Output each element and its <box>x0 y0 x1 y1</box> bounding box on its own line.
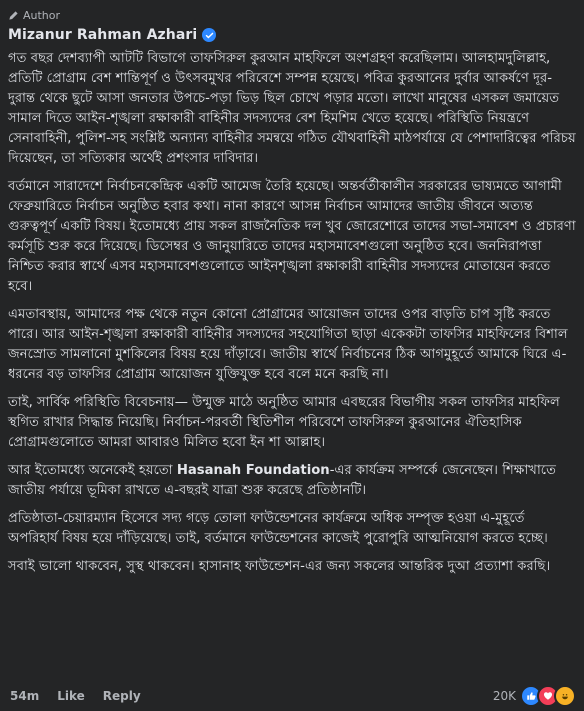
haha-reaction-icon <box>554 685 576 707</box>
paragraph-5-pre: আর ইতোমধ্যে অনেকেই হয়তো <box>8 463 177 478</box>
paragraph-7: সবাই ভালো থাকবেন, সুস্থ থাকবেন। হাসানাহ ফাউন্ডেশন-এর জন্য সকলের আন্তরিক দুআ প্রত্যাশা করছি। <box>8 559 551 574</box>
hasanah-foundation-mention: Hasanah Foundation <box>176 463 330 478</box>
author-name[interactable]: Mizanur Rahman Azhari <box>8 27 198 43</box>
reaction-count[interactable]: 20K <box>492 688 516 703</box>
reply-button[interactable]: Reply <box>102 688 141 703</box>
paragraph-5 <box>8 461 576 501</box>
comment-footer <box>0 680 584 711</box>
paragraph-2: বর্তমানে সারাদেশে নির্বাচনকেন্দ্রিক একটি আমেজ তৈরি হয়েছে। অন্তর্বর্তীকালীন সরকারের ভাষ্যমতে আগামী ফেব্রুয়ারিতে নির্বাচন অনুষ্ঠিত হবার কথা। নানা কারণে আসন্ন নির্বাচন আমাদের জাতীয় জীবনে অত্যন্ত গুরুত্বপূর্ণ একটি বিষয়। ইতোমধ্যে প্রায় সকল রাজনৈতিক দল খুব জোরেশোরে তাদের সভা-সমাবেশ ও প্রচারণা কর্মসূচি শুরু করে দিয়েছে। ডিসেম্বর ও জানুয়ারিতে তাদের মহাসমাবেশগুলো অনুষ্ঠিত হবে। জননিরাপত্তা নিশ্চিত করার স্বার্থে এসব মহাসমাবেশগুলোতে আইনশৃঙ্খলা রক্ষাকারী বাহিনীর সদস্যদের মোতায়েন করতে হবে। <box>8 179 576 294</box>
author-row <box>8 25 576 45</box>
author-badge <box>8 8 576 22</box>
like-button[interactable]: Like <box>57 688 85 703</box>
reaction-icons[interactable] <box>520 685 576 707</box>
timestamp[interactable]: 54m <box>10 688 40 703</box>
pen-icon <box>8 10 19 21</box>
paragraph-5-post: -এর কার্যক্রম সম্পর্কে জেনেছেন। শিক্ষাখাতে জাতীয় পর্যায়ে ভূমিকা রাখতে এ-বছরই যাত্রা শুরু করেছে প্রতিষ্ঠানটি। <box>8 463 556 498</box>
paragraph-4: তাই, সার্বিক পরিস্থিতি বিবেচনায়— উন্মুক্ত মাঠে অনুষ্ঠিত আমার এবছরের বিভাগীয় সকল তাফসির মাহফিল স্থগিত রাখার সিদ্ধান্ত নিয়েছি। নির্বাচন-পরবর্তী স্থিতিশীল পরিবেশে তাফসিরুল কুরআনের ঐতিহাসিক প্রোগ্রামগুলোতে আমরা আবারও মিলিত হবো ইন শা আল্লাহ। <box>8 395 560 450</box>
paragraph-6: প্রতিষ্ঠাতা-চেয়ারম্যান হিসেবে সদ্য গড়ে তোলা ফাউন্ডেশনের কার্যক্রমে অধিক সম্পৃক্ত হওয়া এ-মুহূর্তে অপরিহার্য বিষয় হয়ে দাঁড়িয়েছে। তাই, বর্তমানে ফাউন্ডেশনের কাজেই পুরোপুরি আত্মনিয়োগ করতে হচ্ছে। <box>8 511 548 546</box>
comment-body <box>8 49 576 577</box>
paragraph-1: গত বছর দেশব্যাপী আটটি বিভাগে তাফসিরুল কুরআন মাহফিলে অংশগ্রহণ করেছিলাম। আলহামদুলিল্লাহ, প্রতিটি প্রোগ্রাম বেশ শান্তিপূর্ণ ও উৎসবমুখর পরিবেশে সম্পন্ন হয়েছে। পবিত্র কুরআনের দুর্বার আকর্ষণে দূর-দুরান্ত থেকে ছুটে আসা জনতার উপচে-পড়া ভিড় ছিল চোখে পড়ার মতো। লাখো মানুষের এসকল জমায়েত সামাল দিতে আইন-শৃঙ্খলা রক্ষাকারী বাহিনীর সদস্যদের বেশ হিমশিম খেতে হয়েছে। পরিস্থিতি নিয়ন্ত্রণে সেনাবাহিনী, পুলিশ-সহ সংশ্লিষ্ট অন্যান্য বাহিনীর সমন্বয়ে গঠিত যৌথবাহিনী মাঠপর্যায়ে যে পেশাদারিত্বের পরিচয় দিয়েছেন, তা সত্যিকার অর্থেই প্রশংসার দাবিদার। <box>8 51 576 166</box>
author-badge-label: Author <box>23 8 61 22</box>
verified-badge-icon <box>202 28 216 42</box>
paragraph-3: এমতাবস্থায়, আমাদের পক্ষ থেকে নতুন কোনো প্রোগ্রামের আয়োজন তাদের ওপর বাড়তি চাপ সৃষ্টি করতে পারে। আর আইন-শৃঙ্খলা রক্ষাকারী বাহিনীর সদস্যদের সহযোগিতা ছাড়া একেকটা তাফসির মাহফিলের বিশাল জনস্রোত সামলানো মুশকিলের বিষয় হয়ে দাঁড়াবে। জাতীয় স্বার্থে নির্বাচনের ঠিক আগমুহূর্তে আমাকে ঘিরে এ-ধরনের বড় তাফসির প্রোগ্রাম আয়োজন যুক্তিযুক্ত হবে বলে মনে করছি না। <box>8 307 568 382</box>
